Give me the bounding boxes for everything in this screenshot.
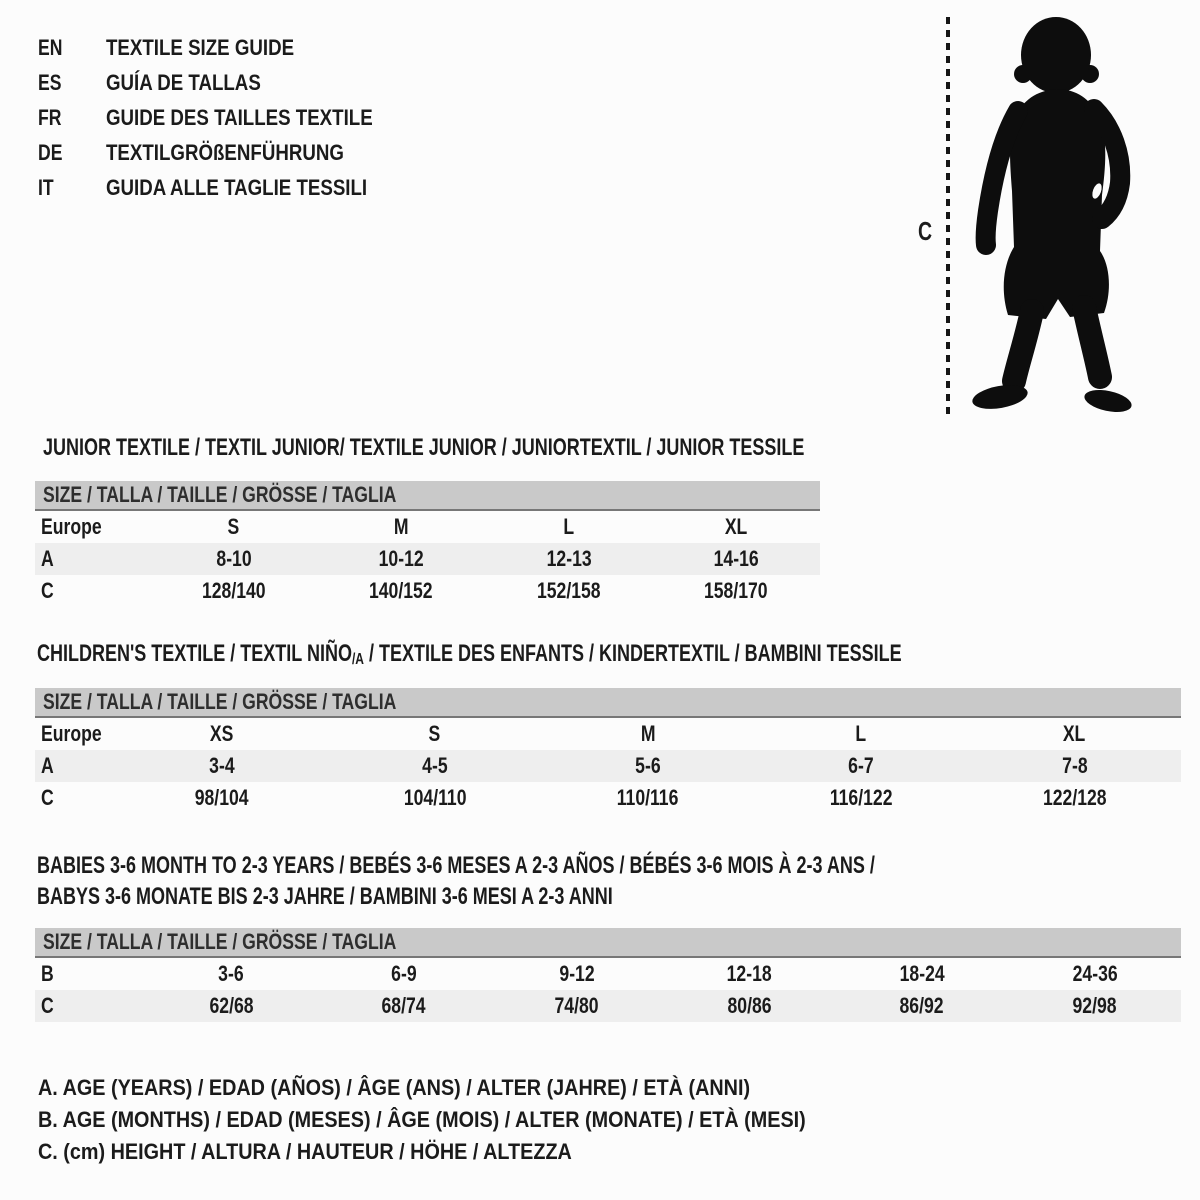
size-cell: XL <box>725 514 748 539</box>
size-table <box>35 511 820 607</box>
language-code: EN <box>38 34 63 60</box>
language-row <box>38 30 420 65</box>
size-cell: S <box>227 514 240 539</box>
age-cell: 9-12 <box>559 961 595 986</box>
height-cell: 158/170 <box>704 578 769 603</box>
size-header-bar: SIZE / TALLA / TAILLE / GRÖSSE / TAGLIA <box>35 688 1181 718</box>
height-cell: 116/122 <box>829 785 893 810</box>
row-label: B <box>41 961 54 986</box>
size-header-bar: SIZE / TALLA / TAILLE / GRÖSSE / TAGLIA <box>35 928 1181 958</box>
title-subscript: /A <box>351 651 364 668</box>
age-cell: 8-10 <box>216 546 252 571</box>
language-code: ES <box>38 69 62 95</box>
section-title: BABIES 3-6 MONTH TO 2-3 YEARS / BEBÉS 3-6 MESES A 2-3 AÑOS / BÉBÉS 3-6 MOIS À 2-3 ANS / BABYS 3-6 MONATE BIS 2-3 JAHRE / BAMBINI 3-6 MESI A 2-3 ANNI <box>37 852 875 910</box>
table-row-age <box>35 543 820 575</box>
height-cell: 62/68 <box>209 993 254 1018</box>
age-cell: 18-24 <box>899 961 945 986</box>
row-label: A <box>41 546 54 571</box>
age-cell: 12-13 <box>546 546 592 571</box>
age-cell: 24-36 <box>1072 961 1118 986</box>
language-code: FR <box>38 104 62 130</box>
age-cell: 4-5 <box>422 753 448 778</box>
measurement-legend <box>38 1072 891 1168</box>
height-cell: 74/80 <box>554 993 599 1018</box>
language-header <box>38 30 420 205</box>
age-cell: 7-8 <box>1061 753 1088 778</box>
table-row-age-months <box>35 958 1181 990</box>
row-label: A <box>41 753 54 778</box>
height-cell: 80/86 <box>727 993 772 1018</box>
size-table <box>35 958 1181 1022</box>
section-title: JUNIOR TEXTILE / TEXTIL JUNIOR/ TEXTILE JUNIOR / JUNIORTEXTIL / JUNIOR TESSILE <box>43 434 805 461</box>
age-cell: 5-6 <box>635 753 661 778</box>
guide-title: TEXTILGRÖßENFÜHRUNG <box>106 139 344 165</box>
language-row <box>38 100 420 135</box>
age-cell: 14-16 <box>713 546 759 571</box>
height-cell: 110/116 <box>617 785 679 810</box>
language-code: DE <box>38 139 63 165</box>
section-title: CHILDREN'S TEXTILE / TEXTIL NIÑO/A / TEXTILE DES ENFANTS / KINDERTEXTIL / BAMBINI TESSILE <box>37 640 902 668</box>
height-cell: 68/74 <box>381 993 427 1018</box>
legend-line-a: A. AGE (YEARS) / EDAD (AÑOS) / ÂGE (ANS) / ALTER (JAHRE) / ETÀ (ANNI) <box>38 1075 751 1100</box>
row-label: C <box>41 993 54 1018</box>
language-code: IT <box>38 174 54 200</box>
height-cell: 92/98 <box>1072 993 1117 1018</box>
row-label: C <box>41 578 54 603</box>
leg-shape <box>1084 307 1100 377</box>
head-shape <box>1021 17 1091 93</box>
guide-title: GUÍA DE TALLAS <box>106 69 261 95</box>
size-table <box>35 718 1181 814</box>
language-row <box>38 170 420 205</box>
height-cell: 152/158 <box>536 578 601 603</box>
height-cell: 128/140 <box>201 578 266 603</box>
height-measure-label: C <box>918 216 933 246</box>
leg-shape <box>1014 311 1032 381</box>
height-cell: 98/104 <box>194 785 249 810</box>
age-cell: 3-4 <box>208 753 235 778</box>
language-row <box>38 65 420 100</box>
legend-line-b: B. AGE (MONTHS) / EDAD (MESES) / ÂGE (MOIS) / ALTER (MONATE) / ETÀ (MESI) <box>38 1107 806 1132</box>
size-cell: XS <box>209 721 234 746</box>
size-cell: S <box>428 721 441 746</box>
age-cell: 10-12 <box>378 546 424 571</box>
table-row-europe <box>35 511 820 543</box>
height-measure-dotted-line <box>946 17 950 416</box>
guide-title: GUIDE DES TAILLES TEXTILE <box>106 104 373 130</box>
table-row-height <box>35 782 1181 814</box>
table-row-europe <box>35 718 1181 750</box>
size-cell: M <box>393 514 409 539</box>
size-cell: L <box>563 514 575 539</box>
language-row <box>38 135 420 170</box>
children-textile-section <box>35 640 1181 814</box>
row-label: Europe <box>41 514 102 539</box>
guide-title: GUIDA ALLE TAGLIE TESSILI <box>106 174 368 200</box>
height-cell: 140/152 <box>369 578 434 603</box>
row-label: Europe <box>41 721 102 746</box>
table-row-height <box>35 990 1181 1022</box>
legend-line-c: C. (cm) HEIGHT / ALTURA / HAUTEUR / HÖHE / ALTEZZA <box>38 1139 572 1164</box>
height-cell: 86/92 <box>899 993 945 1018</box>
guide-title: TEXTILE SIZE GUIDE <box>106 34 295 60</box>
babies-textile-section <box>35 850 1181 1022</box>
size-cell: L <box>855 721 867 746</box>
size-cell: XL <box>1063 721 1086 746</box>
size-header-bar: SIZE / TALLA / TAILLE / GRÖSSE / TAGLIA <box>35 481 820 511</box>
age-cell: 6-7 <box>848 753 874 778</box>
table-row-height <box>35 575 820 607</box>
junior-textile-section <box>35 434 820 607</box>
toddler-silhouette-image <box>970 15 1134 417</box>
height-cell: 122/128 <box>1042 785 1107 810</box>
height-cell: 104/110 <box>403 785 467 810</box>
foot-shape <box>1082 386 1133 416</box>
size-cell: M <box>640 721 656 746</box>
age-cell: 12-18 <box>726 961 772 986</box>
table-row-age <box>35 750 1181 782</box>
age-cell: 3-6 <box>218 961 245 986</box>
row-label: C <box>41 785 54 810</box>
age-cell: 6-9 <box>391 961 417 986</box>
